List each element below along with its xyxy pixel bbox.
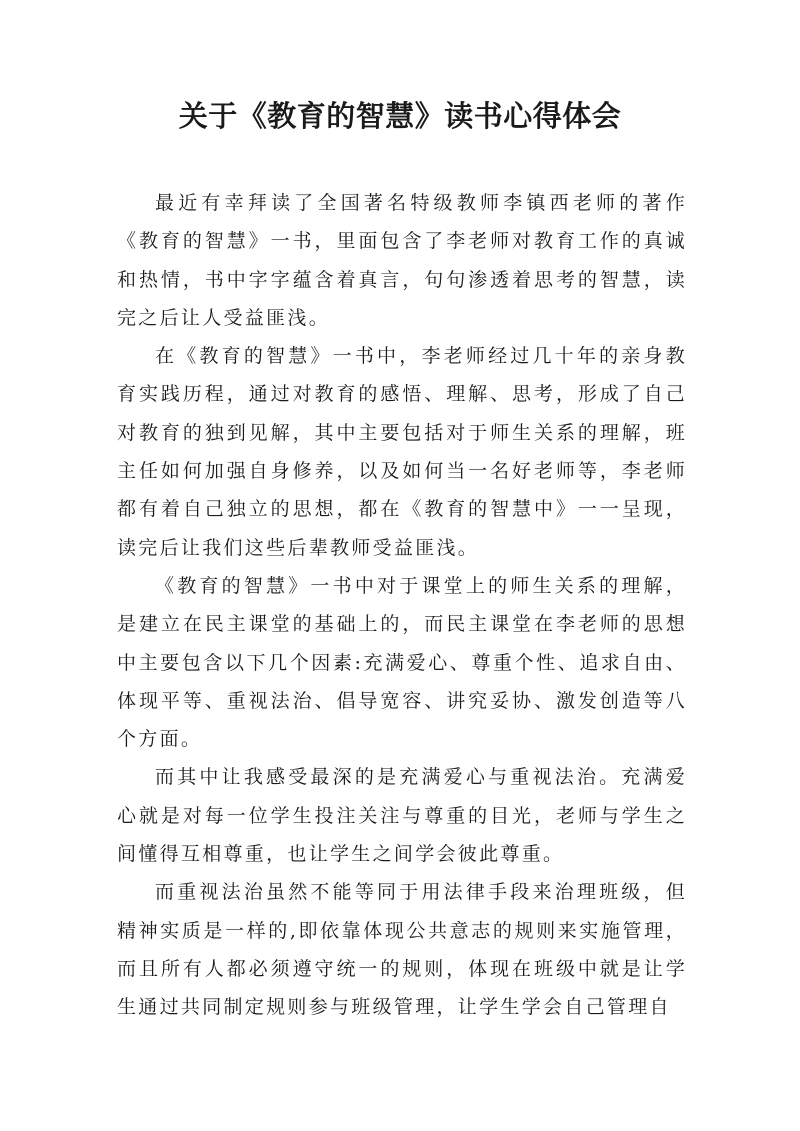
paragraph-5: 而重视法治虽然不能等同于用法律手段来治理班级，但精神实质是一样的,即依靠体现公共意志的规则来实施管理，而且所有人都必须遵守统一的规则，体现在班级中就是让学生通过共同制定规则参与班级管理，让学生学会自己管理自 — [117, 881, 687, 1019]
paragraph-2: 在《教育的智慧》一书中，李老师经过几十年的亲身教育实践历程，通过对教育的感悟、理解、思考，形成了自己对教育的独到见解，其中主要包括对于师生关系的理解，班主任如何加强自身修养，以及如何当一名好老师等，李老师都有着自己独立的思想，都在《教育的智慧中》一一呈现，读完后让我们这些后辈教师受益匪浅。 — [117, 345, 687, 559]
paragraph-4: 而其中让我感受最深的是充满爱心与重视法治。充满爱心就是对每一位学生投注关注与尊重的目光，老师与学生之间懂得互相尊重，也让学生之间学会彼此尊重。 — [117, 766, 687, 866]
document-title: 关于《教育的智慧》读书心得体会 — [178, 99, 622, 133]
paragraph-3: 《教育的智慧》一书中对于课堂上的师生关系的理解，是建立在民主课堂的基础上的，而民主课堂在李老师的思想中主要包含以下几个因素:充满爱心、尊重个性、追求自由、体现平等、重视法治、倡导宽容、讲究妥协、激发创造等八个方面。 — [117, 574, 687, 751]
paragraph-1: 最近有幸拜读了全国著名特级教师李镇西老师的著作《教育的智慧》一书，里面包含了李老师对教育工作的真诚和热情，书中字字蕴含着真言，句句渗透着思考的智慧，读完之后让人受益匪浅。 — [117, 192, 687, 329]
document-body — [117, 184, 687, 1027]
